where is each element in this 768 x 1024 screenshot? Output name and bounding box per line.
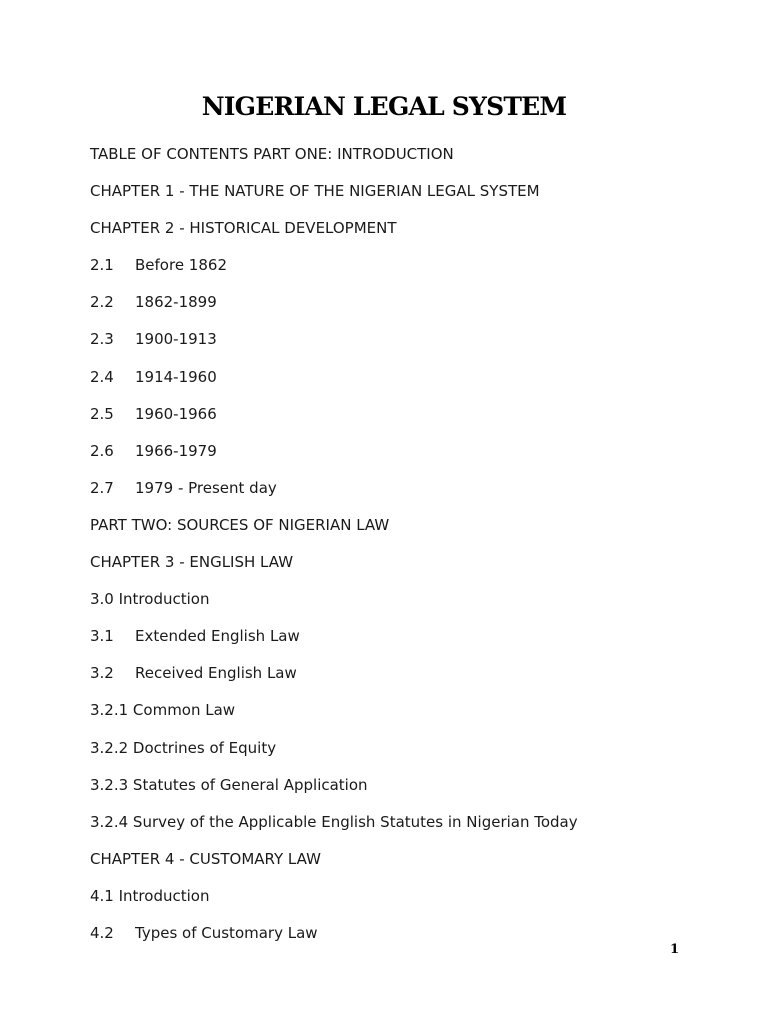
- page-number: 1: [670, 942, 680, 957]
- toc-entry: [90, 884, 710, 921]
- toc-entry: [90, 290, 710, 327]
- toc-entry-number: 2.7: [90, 478, 114, 497]
- toc-entry-number: 2.3: [90, 330, 114, 349]
- toc-entry-text: 3.2.2 Doctrines of Equity: [90, 738, 277, 757]
- toc-entry-text: CHAPTER 2 - HISTORICAL DEVELOPMENT: [90, 219, 397, 238]
- toc-entry-text: PART TWO: SOURCES OF NIGERIAN LAW: [90, 515, 390, 534]
- toc-entry: [90, 624, 710, 661]
- toc-entry: [90, 587, 710, 624]
- toc-entry-number: 2.2: [90, 293, 114, 312]
- toc-entry-text: CHAPTER 3 - ENGLISH LAW: [90, 553, 294, 572]
- toc-entry-text: Types of Customary Law: [135, 923, 318, 942]
- toc-entry-text: 3.2.1 Common Law: [90, 701, 236, 720]
- toc-entry-number: 4.2: [90, 923, 114, 942]
- toc-entry: [90, 142, 710, 179]
- toc-entry: [90, 698, 710, 735]
- toc-entry-text: 1900-1913: [135, 330, 217, 349]
- toc-entry-text: 1862-1899: [135, 293, 217, 312]
- toc-entry: [90, 773, 710, 810]
- toc-entry-text: 1966-1979: [135, 441, 217, 460]
- table-of-contents: [90, 142, 710, 958]
- toc-entry: [90, 439, 710, 476]
- toc-entry-text: 1914-1960: [135, 367, 217, 386]
- toc-entry-text: Extended English Law: [135, 627, 300, 646]
- toc-entry: [90, 179, 710, 216]
- toc-entry-text: CHAPTER 4 - CUSTOMARY LAW: [90, 849, 321, 868]
- toc-entry-text: Before 1862: [135, 256, 227, 275]
- toc-entry: [90, 365, 710, 402]
- toc-entry-number: 2.1: [90, 256, 114, 275]
- toc-entry-text: 3.0 Introduction: [90, 590, 210, 609]
- toc-entry: [90, 402, 710, 439]
- document-title: NIGERIAN LEGAL SYSTEM: [201, 92, 567, 121]
- toc-entry: [90, 736, 710, 773]
- toc-entry-number: 2.6: [90, 441, 114, 460]
- toc-entry: [90, 550, 710, 587]
- toc-entry: [90, 847, 710, 884]
- toc-entry-text: Received English Law: [135, 664, 297, 683]
- toc-entry: [90, 216, 710, 253]
- toc-entry-number: 2.5: [90, 404, 114, 423]
- toc-entry-number: 3.1: [90, 627, 114, 646]
- toc-entry: [90, 661, 710, 698]
- toc-entry: [90, 513, 710, 550]
- toc-entry-text: 3.2.4 Survey of the Applicable English Statutes in Nigerian Today: [90, 812, 578, 831]
- toc-entry-text: 4.1 Introduction: [90, 886, 210, 905]
- toc-entry: [90, 921, 710, 958]
- toc-entry-text: 3.2.3 Statutes of General Application: [90, 775, 368, 794]
- toc-entry-number: 3.2: [90, 664, 114, 683]
- toc-entry: [90, 810, 710, 847]
- toc-entry-text: TABLE OF CONTENTS PART ONE: INTRODUCTION: [90, 145, 454, 163]
- toc-entry-text: CHAPTER 1 - THE NATURE OF THE NIGERIAN LEGAL SYSTEM: [90, 182, 540, 201]
- toc-entry-number: 2.4: [90, 367, 114, 386]
- toc-entry: [90, 253, 710, 290]
- toc-entry: [90, 476, 710, 513]
- toc-entry-text: 1960-1966: [135, 404, 217, 423]
- toc-entry: [90, 327, 710, 364]
- toc-entry-text: 1979 - Present day: [135, 478, 277, 497]
